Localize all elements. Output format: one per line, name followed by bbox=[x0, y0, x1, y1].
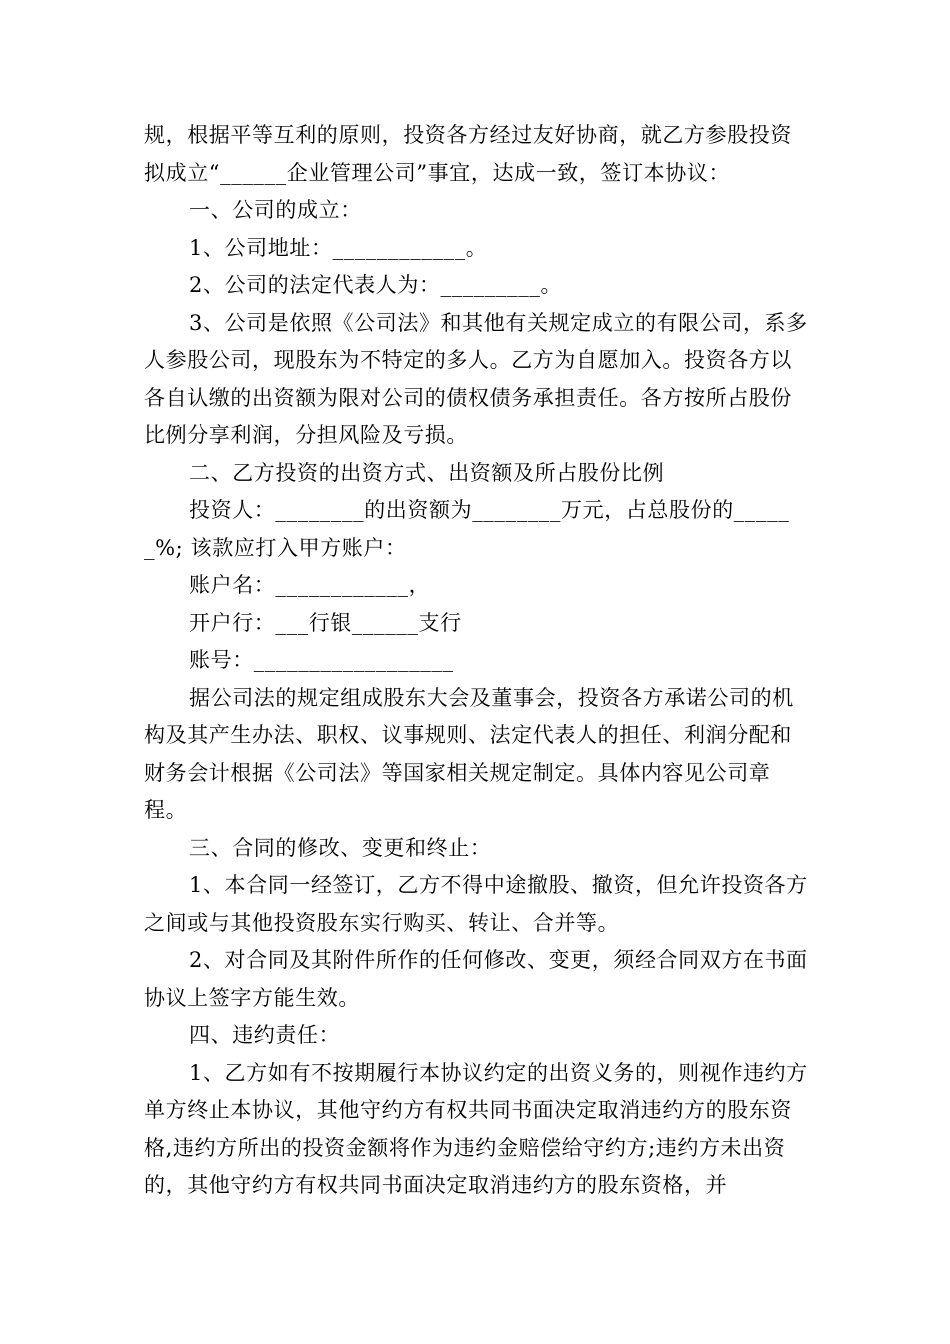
clause-company-address: 1、公司地址：____________。 bbox=[189, 235, 488, 260]
section-heading-establishment: 一、公司的成立： bbox=[189, 198, 362, 222]
clause-breach-liability: 1、乙方如有不按期履行本协议约定的出资义务的，则视作违约方单方终止本协议，其他守约方有权共同书面决定取消违约方的股东资格,违约方所出的投资金额将作为违约金赔偿给守约方;违约方未出资的，其他守约方有权共同书面决定取消违约方的股东资格，并 bbox=[144, 1060, 808, 1197]
section-heading-breach: 四、违约责任： bbox=[189, 1023, 341, 1047]
field-bank: 开户行：___行银______支行 bbox=[189, 610, 462, 635]
clause-legal-representative: 2、公司的法定代表人为：_________。 bbox=[189, 273, 563, 297]
paragraph-intro: 规，根据平等互利的原则，投资各方经过友好协商，就乙方参股投资拟成立“______企业管理公司”事宜，达成一致，签订本协议： bbox=[144, 123, 792, 185]
clause-investor-amount: 投资人：________的出资额为________万元，占总股份的______%; 该款应打入甲方账户： bbox=[144, 498, 790, 560]
clause-company-nature: 3、公司是依照《公司法》和其他有关规定成立的有限公司，系多人参股公司，现股东为不特定的多人。乙方为自愿加入。投资各方以各自认缴的出资额为限对公司的债权债务承担责任。各方按所占股份比例分享利润，分担风险及亏损。 bbox=[144, 310, 808, 447]
clause-no-withdrawal: 1、本合同一经签订，乙方不得中途撤股、撤资，但允许投资各方之间或与其他投资股东实行购买、转让、合并等。 bbox=[144, 873, 808, 935]
section-heading-investment: 二、乙方投资的出资方式、出资额及所占股份比例 bbox=[189, 460, 665, 485]
section-heading-amendment: 三、合同的修改、变更和终止： bbox=[189, 835, 492, 860]
field-account-name: 账户名：____________， bbox=[189, 573, 431, 597]
field-account-number: 账号：__________________ bbox=[189, 648, 454, 672]
clause-modification: 2、对合同及其附件所作的任何修改、变更，须经合同双方在书面协议上签字方能生效。 bbox=[144, 948, 808, 1010]
document-body bbox=[144, 117, 809, 1205]
paragraph-governance: 据公司法的规定组成股东大会及董事会，投资各方承诺公司的机构及其产生办法、职权、议事规则、法定代表人的担任、利润分配和财务会计根据《公司法》等国家相关规定制定。具体内容见公司章程。 bbox=[144, 685, 794, 822]
